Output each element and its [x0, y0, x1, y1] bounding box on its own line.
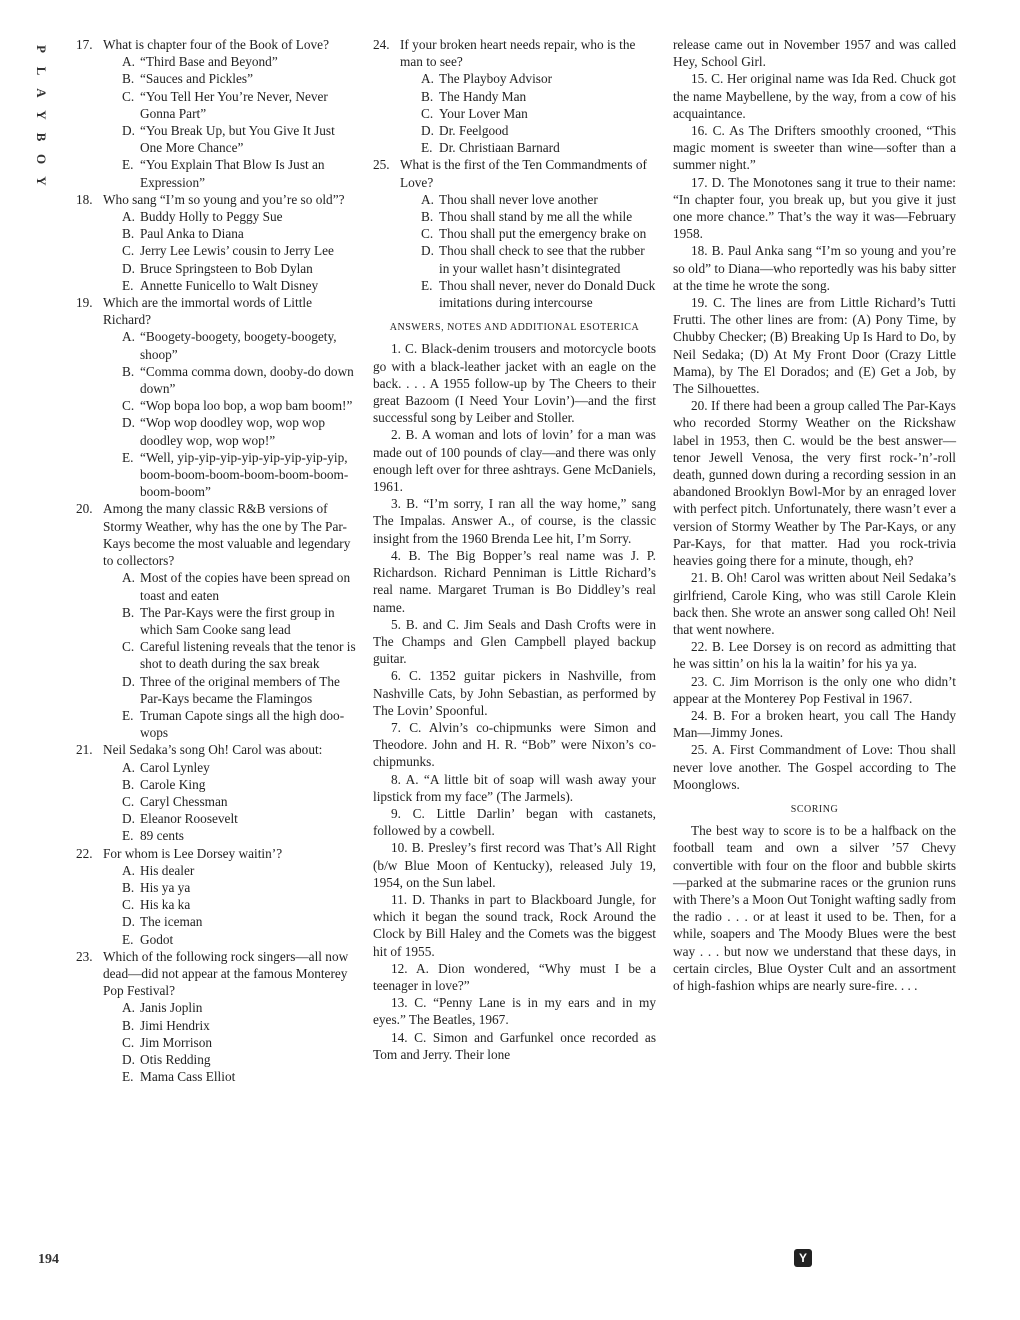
option-text: His dealer [140, 862, 195, 878]
option-text: Thou shall stand by me all the while [439, 209, 633, 225]
option-letter: C. [122, 897, 135, 913]
answer-option [76, 208, 358, 225]
option-text: “You Tell Her You’re Never, Never Gonna Part” [140, 88, 328, 121]
option-letter: A. [122, 570, 135, 586]
option-text: Your Lover Man [439, 105, 528, 121]
answer-paragraph: 14. C. Simon and Garfunkel once recorded as Tom and Jerry. Their lone [373, 1029, 656, 1062]
option-text: Thou shall never love another [439, 191, 598, 207]
option-text: His ya ya [140, 879, 191, 895]
option-letter: D. [421, 123, 434, 139]
answer-option [76, 1051, 358, 1068]
option-letter: A. [421, 191, 434, 207]
answer-option [373, 277, 656, 311]
answer-paragraph: 16. C. As The Drifters smoothly crooned, “This magic moment is sweeter than wine—softer than a summer night.” [673, 123, 956, 173]
answer-option [76, 397, 358, 414]
question-text: Neil Sedaka’s song Oh! Carol was about: [103, 742, 323, 758]
option-letter: B. [122, 71, 135, 87]
option-letter: B. [421, 209, 434, 225]
answer-paragraph: 11. D. Thanks in part to Blackboard Jungle, for which it began the sound track, Rock Around the Clock by Bill Haley and the Comets was the biggest hit of 1955. [373, 891, 656, 959]
answer-option [76, 363, 358, 397]
question-number: 17. [76, 37, 93, 52]
option-letter: B. [122, 879, 135, 895]
option-letter: E. [122, 1069, 134, 1085]
option-text: The Par-Kays were the first group in which Sam Cooke sang lead [140, 604, 335, 637]
answer-option [373, 122, 656, 139]
answer-option [76, 242, 358, 259]
answer-option [76, 638, 358, 672]
option-text: Truman Capote sings all the high doo-wops [140, 707, 345, 741]
question-text: Among the many classic R&B versions of Stormy Weather, why has the one by The Par-Kays become the most valuable and legendary to collectors? [103, 501, 351, 569]
option-letter: D. [122, 914, 135, 930]
option-letter: B. [122, 226, 135, 242]
answer-paragraph: 7. C. Alvin’s co-chipmunks were Simon and Theodore. John and H. R. “Bob” were Nixon’s co-chipmunks. [373, 719, 656, 770]
answer-option [76, 827, 358, 844]
option-letter: C. [122, 793, 135, 809]
option-letter: C. [122, 88, 135, 104]
answer-option [76, 862, 358, 879]
answer-option [76, 122, 358, 156]
answer-option [76, 414, 358, 448]
option-letter: C. [122, 243, 135, 259]
option-letter: B. [122, 776, 135, 792]
option-text: Godot [140, 931, 174, 947]
question-number: 23. [76, 948, 93, 964]
option-text: “Well, yip-yip-yip-yip-yip-yip-yip-yip, boom-boom-boom-boom-boom-boom-boom-boom” [140, 449, 349, 500]
option-letter: C. [421, 226, 434, 242]
answer-option [76, 70, 358, 87]
question-number: 20. [76, 501, 93, 517]
answer-paragraph: 12. A. Dion wondered, “Why must I be a teenager in love?” [373, 960, 656, 993]
option-text: The Handy Man [439, 88, 527, 104]
answer-paragraph: 24. B. For a broken heart, you call The Handy Man—Jimmy Jones. [673, 707, 956, 741]
option-text: Carol Lynley [140, 759, 210, 775]
quiz-question [76, 741, 358, 758]
option-letter: D. [122, 1051, 135, 1067]
option-letter: D. [122, 811, 135, 827]
answer-option [76, 673, 358, 707]
answer-paragraph: 18. B. Paul Anka sang “I’m so young and you’re so old” to Diana—who reportedly was his baby sitter at the time he wrote the song. [673, 243, 956, 293]
option-text: “Wop wop doodley wop, wop wop doodley wop, wop wop!” [140, 415, 326, 448]
option-letter: D. [421, 243, 434, 259]
answer-paragraph: 8. A. “A little bit of soap will wash away your lipstick from my face” (The Jarmels). [373, 771, 656, 804]
option-letter: E. [122, 277, 134, 293]
option-text: “Boogety-boogety, boogety-boogety, shoop” [140, 329, 337, 362]
answer-option [373, 242, 656, 276]
question-text: Which are the immortal words of Little Richard? [103, 295, 312, 328]
option-text: “Comma comma down, dooby-do down down” [140, 363, 354, 397]
answer-option [76, 260, 358, 277]
column-1 [76, 36, 358, 1085]
quiz-question [76, 36, 358, 53]
answer-option [373, 208, 656, 225]
option-letter: B. [122, 604, 135, 620]
question-text: What is chapter four of the Book of Love? [103, 37, 329, 52]
answer-option [76, 913, 358, 930]
option-text: The Playboy Advisor [439, 71, 553, 87]
question-number: 22. [76, 845, 93, 861]
quiz-question [76, 294, 358, 328]
answer-paragraph: 4. B. The Big Bopper’s real name was J. P. Richardson. Richard Penniman is Little Richard’s real name. Margaret Truman is Bo Diddley’s real name. [373, 547, 656, 615]
answer-paragraph: 1. C. Black-denim trousers and motorcycle boots go with a black-leather jacket with an eagle on the back. . . . A 1955 follow-up by The Cheers to their great Bazoom (I Need Your Lovin’)—and the first successful song by Leiber and Stoller. [373, 341, 656, 426]
answer-option [76, 328, 358, 362]
quiz-question [76, 948, 358, 1000]
answer-paragraph: 20. If there had been a group called The Par-Kays who recorded Stormy Weather on the Rickshaw label in 1953, then C. would be the best answer—tenor Jewell Venosa, the very first rock-’n’-roll death, gunned down during a recording session in an abandoned Brooklyn Bowl-Mor by an enraged lover with perfect pitch. Unfortunately, there wasn’t ever a version of Stormy Weather by The Par-Kays, or any Par-Kays, for that matter. Had you rock-trivia heavies going there for a minute, though, eh? [673, 398, 956, 569]
option-letter: E. [122, 449, 134, 465]
option-text: 89 cents [140, 828, 184, 844]
option-text: Annette Funicello to Walt Disney [140, 277, 319, 293]
option-text: Careful listening reveals that the tenor is shot to death during the sax break [140, 639, 356, 672]
answer-paragraph: 17. D. The Monotones sang it true to their name: “In chapter four, you break up, but you give it just one more chance.” That’s the way it was—February 1958. [673, 174, 956, 242]
option-text: Eleanor Roosevelt [140, 811, 238, 827]
option-text: Dr. Christiaan Barnard [439, 140, 560, 156]
option-letter: A. [122, 209, 135, 225]
option-text: Janis Joplin [140, 1000, 203, 1016]
answer-option [76, 53, 358, 70]
answer-paragraph: 21. B. Oh! Carol was written about Neil Sedaka’s girlfriend, Carole King, who was still Carole Klein back then. She wrote an answer song called Oh! Neil that went nowhere. [673, 570, 956, 637]
option-text: “Third Base and Beyond” [140, 54, 278, 70]
answer-paragraph: 6. C. 1352 guitar pickers in Nashville, from Nashville Cats, by John Sebastian, as performed by The Lovin’ Spoonful. [373, 668, 656, 718]
option-letter: B. [421, 88, 434, 104]
answer-paragraph: 10. B. Presley’s first record was That’s All Right (b/w Blue Moon of Kentucky), released July 19, 1954, on the Sun label. [373, 840, 656, 890]
masthead-letter: A [34, 88, 49, 98]
option-letter: B. [122, 363, 135, 379]
scoring-text: The best way to score is to be a halfback on the football team and own a silver ’57 Chevy convertible with four on the floor and bubble skirts—parked at the submarine races or the grunion runs with There’s a Moon Out Tonight wafting sadly from the radio . . . or at least it used to be. Then, for a while, soapers and The Moody Blues were the best way . . . but now we understand that these days, in certain circles, Blue Oyster Cult and an assortment of high-fashion whips are nearly sure-fire. . . . [673, 823, 956, 993]
scoring-heading: SCORING [790, 803, 839, 815]
option-letter: A. [122, 54, 135, 70]
option-text: Paul Anka to Diana [140, 226, 244, 242]
question-text: If your broken heart needs repair, who is the man to see? [400, 37, 636, 70]
quiz-question [373, 36, 656, 70]
answer-paragraph: 13. C. “Penny Lane is in my ears and in my eyes.” The Beatles, 1967. [373, 995, 656, 1028]
answer-option [373, 88, 656, 105]
rabbit-logo-icon: Y [794, 1249, 812, 1267]
question-number: 25. [373, 157, 390, 173]
option-text: “Wop bopa loo bop, a wop bam boom!” [140, 398, 353, 414]
question-text: Which of the following rock singers—all now dead—did not appear at the famous Monterey Pop Festival? [103, 948, 349, 999]
answer-option [76, 156, 358, 190]
answer-paragraph: 3. B. “I’m sorry, I ran all the way home,” sang The Impalas. Answer A., of course, is the classic insight from the 1960 Brenda Lee hit, I’m Sorry. [373, 496, 656, 546]
option-letter: B. [122, 1017, 135, 1033]
column-3 [673, 36, 956, 994]
option-letter: C. [122, 398, 135, 414]
option-text: Jerry Lee Lewis’ cousin to Jerry Lee [140, 243, 334, 259]
option-text: The iceman [140, 914, 203, 930]
answer-option [76, 776, 358, 793]
page-number: 194 [38, 1252, 59, 1267]
option-text: His ka ka [140, 897, 191, 913]
column-2 [373, 36, 656, 1063]
answer-paragraph: 2. B. A woman and lots of lovin’ for a man was made out of 100 pounds of clay—and there was only enough left over for three ashtrays. Gene McDaniels, 1961. [373, 427, 656, 495]
answer-paragraph: 23. C. Jim Morrison is the only one who didn’t appear at the Monterey Pop Festival in 1967. [673, 673, 956, 706]
masthead-letter: Y [34, 110, 49, 120]
answer-option [76, 707, 358, 741]
masthead-letter: Y [34, 176, 49, 186]
answer-option [76, 1068, 358, 1085]
question-number: 18. [76, 191, 93, 207]
answer-paragraph: 22. B. Lee Dorsey is on record as admitting that he was sittin’ on his la la waitin’ for his ya ya. [673, 639, 956, 672]
answer-option [76, 569, 358, 603]
option-text: Dr. Feelgood [439, 123, 509, 139]
answer-option [76, 896, 358, 913]
option-letter: E. [122, 931, 134, 947]
question-number: 21. [76, 742, 93, 758]
answer-option [76, 999, 358, 1016]
answer-option [76, 449, 358, 501]
option-text: Jimi Hendrix [140, 1017, 210, 1033]
masthead [30, 38, 52, 192]
option-letter: A. [122, 1000, 135, 1016]
answer-option [373, 191, 656, 208]
option-letter: A. [122, 329, 135, 345]
option-text: Mama Cass Elliot [140, 1069, 236, 1085]
question-number: 19. [76, 295, 93, 311]
answer-paragraph: 5. B. and C. Jim Seals and Dash Crofts were in The Champs and Glen Campbell played backup guitar. [373, 616, 656, 667]
answer-option [76, 759, 358, 776]
option-letter: C. [122, 1034, 135, 1050]
answer-option [76, 931, 358, 948]
option-text: Buddy Holly to Peggy Sue [140, 209, 283, 225]
option-text: Three of the original members of The Par-Kays became the Flamingos [140, 673, 340, 706]
option-text: Jim Morrison [140, 1034, 213, 1050]
question-text: For whom is Lee Dorsey waitin’? [103, 845, 283, 861]
option-text: Thou shall put the emergency brake on [439, 226, 647, 242]
quiz-question [76, 845, 358, 862]
answer-option [76, 225, 358, 242]
option-text: Most of the copies have been spread on toast and eaten [140, 570, 351, 603]
masthead-letter: B [34, 132, 49, 142]
quiz-question [76, 191, 358, 208]
answer-paragraph: 15. C. Her original name was Ida Red. Chuck got the name Maybellene, by the way, from a cow of his acquaintance. [673, 71, 956, 121]
option-letter: E. [122, 828, 134, 844]
quiz-question [76, 500, 358, 569]
answer-option [76, 277, 358, 294]
masthead-letter: L [34, 66, 49, 76]
option-letter: A. [421, 71, 434, 87]
option-letter: A. [122, 862, 135, 878]
answer-paragraph: 19. C. The lines are from Little Richard’s Tutti Frutti. The other lines are from: (A) Pony Time, by Chubby Checker; (B) Breaking Up Is Hard to Do, by Neil Sedaka; (D) At My Front Door (Crazy Little Mama), by The El Dorados; and (E) Get a Job, by The Silhouettes. [673, 295, 956, 397]
option-text: “Sauces and Pickles” [140, 71, 253, 87]
answer-option [76, 793, 358, 810]
option-letter: E. [122, 707, 134, 723]
option-text: Otis Redding [140, 1051, 211, 1067]
answer-option [373, 70, 656, 87]
answer-option [76, 88, 358, 122]
option-text: Carole King [140, 776, 206, 792]
question-text: Who sang “I’m so young and you’re so old”? [103, 191, 345, 207]
answer-paragraph: 25. A. First Commandment of Love: Thou shall never love another. The Gospel according to The Moonglows. [673, 742, 956, 792]
option-letter: D. [122, 123, 135, 139]
option-letter: C. [122, 639, 135, 655]
option-text: “You Break Up, but You Give It Just One More Chance” [140, 123, 335, 156]
option-letter: D. [122, 673, 135, 689]
option-text: “You Explain That Blow Is Just an Expression” [140, 157, 325, 190]
answer-option [76, 810, 358, 827]
option-letter: E. [122, 157, 134, 173]
answer-option [76, 1034, 358, 1051]
quiz-question [373, 156, 656, 190]
option-letter: E. [421, 277, 433, 293]
answer-option [373, 139, 656, 156]
masthead-letter: O [34, 153, 49, 165]
answer-paragraph: release came out in November 1957 and was called Hey, School Girl. [673, 37, 956, 70]
question-text: What is the first of the Ten Commandments of Love? [400, 157, 647, 190]
answer-paragraph: 9. C. Little Darlin’ began with castanets, followed by a cowbell. [373, 805, 656, 839]
answers-heading: ANSWERS, NOTES AND ADDITIONAL ESOTERICA [389, 322, 640, 334]
option-letter: C. [421, 105, 434, 121]
option-letter: D. [122, 415, 135, 431]
option-text: Caryl Chessman [140, 793, 228, 809]
question-number: 24. [373, 37, 390, 52]
option-letter: A. [122, 759, 135, 775]
answer-option [373, 105, 656, 122]
option-text: Bruce Springsteen to Bob Dylan [140, 260, 313, 276]
option-text: Thou shall check to see that the rubber in your wallet hasn’t disintegrated [439, 243, 645, 276]
option-text: Thou shall never, never do Donald Duck imitations during intercourse [439, 277, 656, 311]
option-letter: D. [122, 260, 135, 276]
answer-option [76, 879, 358, 896]
option-letter: E. [421, 140, 433, 156]
answer-option [76, 1017, 358, 1034]
answer-option [373, 225, 656, 242]
answer-option [76, 604, 358, 638]
masthead-letter: P [34, 45, 49, 53]
